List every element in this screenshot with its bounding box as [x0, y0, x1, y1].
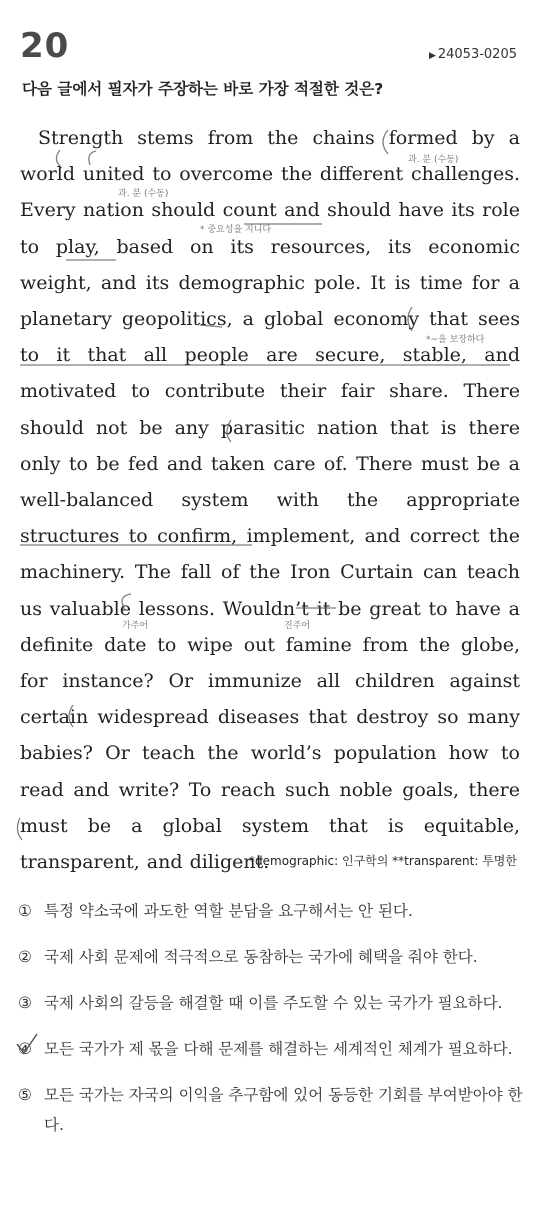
choice-marker: ②: [18, 948, 32, 966]
choice-3[interactable]: [18, 988, 523, 1018]
question-prompt: 다음 글에서 필자가 주장하는 바로 가장 적절한 것은?: [22, 80, 384, 98]
note-4: *~을 보장하다: [426, 335, 485, 345]
note-2: 과. 분 (수동): [118, 189, 169, 199]
footnote: *demographic: 인구학의 **transparent: 투명한: [249, 854, 517, 868]
choice-text: 국제 사회의 갈등을 해결할 때 이를 주도할 수 있는 국가가 필요하다.: [44, 994, 503, 1012]
choice-marker: ⑤: [18, 1086, 32, 1104]
triangle-icon: ▶: [428, 51, 436, 61]
choice-text: 모든 국가가 제 몫을 다해 문제를 해결하는 세계적인 체계가 필요하다.: [44, 1040, 513, 1058]
question-code: [429, 47, 517, 62]
choice-marker: ④: [18, 1040, 32, 1058]
choice-marker: ①: [18, 902, 32, 920]
choice-4[interactable]: [18, 1034, 523, 1064]
note-5: 가주어: [122, 621, 149, 631]
choice-2[interactable]: [18, 942, 523, 972]
note-6: 진주어: [284, 621, 311, 631]
note-1: 과. 분 (수동): [408, 155, 459, 165]
choice-1[interactable]: [18, 896, 523, 926]
choice-5[interactable]: [18, 1080, 523, 1140]
choice-text: 특정 약소국에 과도한 역할 분담을 요구해서는 안 된다.: [44, 902, 413, 920]
passage-text: Strength stems from the chains formed by a world united to overcome the different challenges. Every nation should count and should have its role to play, based on its resources, its economic weight, and its demographic pole. It is time for a planetary geopolitics, a global economy that sees to it that all people are secure, stable, and motivated to contribute their fair share. There should not be any parasitic nation that is there only to be fed and taken care of. There must be a well-balanced system with the appropriate structures to confirm, implement, and correct the machinery. The fall of the Iron Curtain can teach us valuable lessons. Wouldn’t it be great to have a definite date to wipe out famine from the globe, for instance? Or immunize all children against certain widespread diseases that destroy so many babies? Or teach the world’s population how to read and write? To reach such noble goals, there must be a global system that is equitable, transparent, and diligent.: [20, 127, 520, 874]
choice-text: 모든 국가는 자국의 이익을 추구함에 있어 동등한 기회를 부여받아야 한다.: [44, 1086, 523, 1134]
question-code-text: 24053-0205: [437, 47, 517, 62]
note-3: * 중요성을 지니다: [200, 225, 272, 235]
answer-choices: [18, 896, 523, 1156]
question-number: 20: [20, 26, 70, 66]
choice-marker: ③: [18, 994, 32, 1012]
choice-text: 국제 사회 문제에 적극적으로 동참하는 국가에 혜택을 줘야 한다.: [44, 948, 478, 966]
passage: [20, 120, 520, 880]
